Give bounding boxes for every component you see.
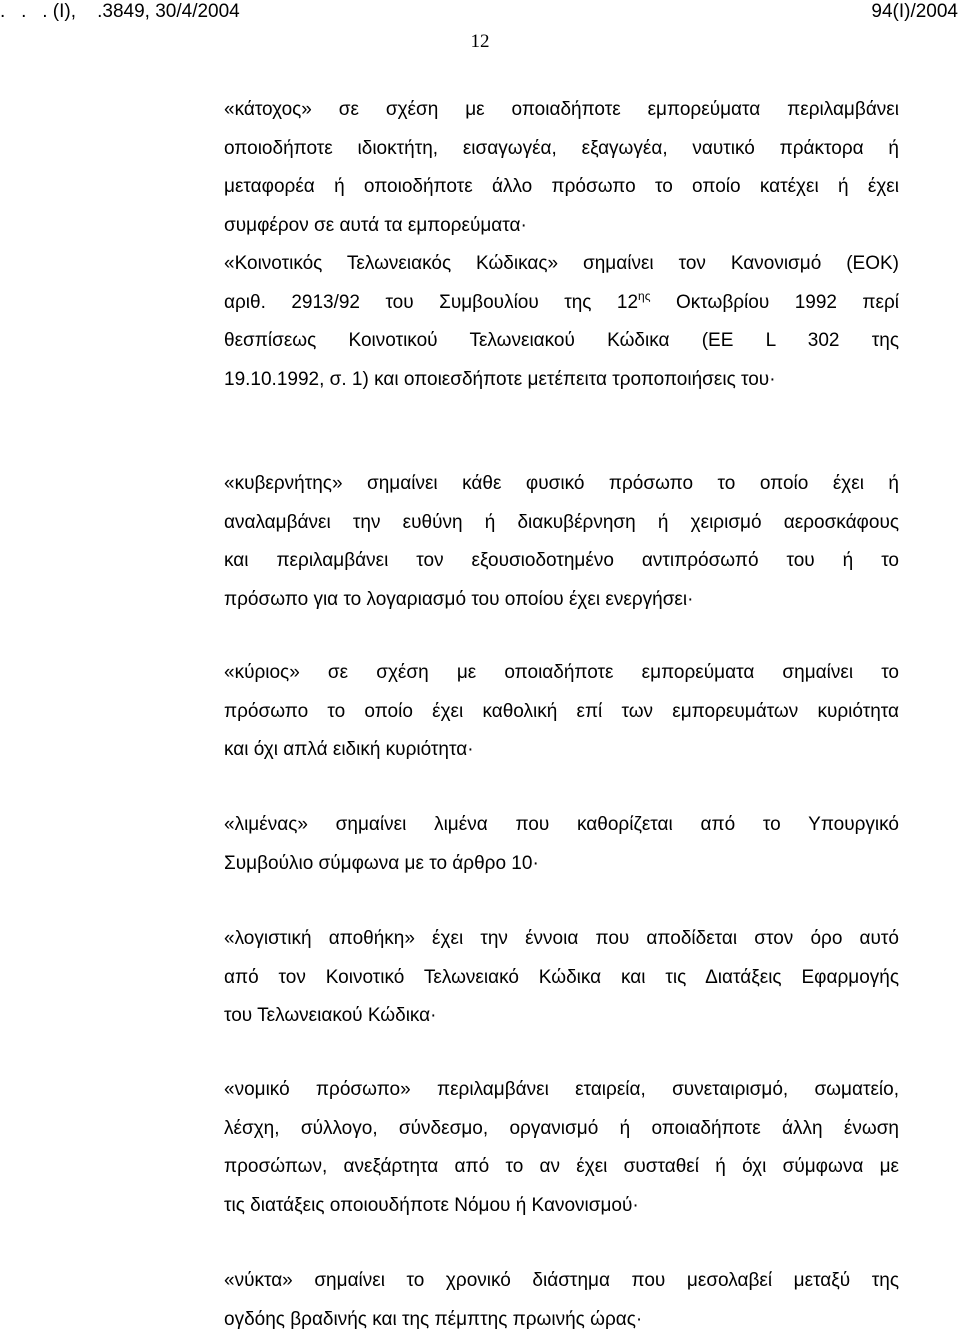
text-line: «νύκτα» σημαίνει το χρονικό διάστημα που μεσολαβεί μεταξύ της [224, 1270, 899, 1291]
text-line: αναλαμβάνει την ευθύνη ή διακυβέρνηση ή χειρισμό αεροσκάφους [224, 511, 899, 533]
text-line: «Κοινοτικός Τελωνειακός Κώδικας» σημαίνει τον Κανονισμό (ΕΟΚ) [224, 253, 899, 274]
definition-limenas [224, 806, 899, 883]
text-line: τις διατάξεις οποιουδήποτε Νόμου ή Κανονισμού· [224, 1195, 639, 1217]
text-line: «λιμένας» σημαίνει λιμένα που καθορίζεται από το Υπουργικό [224, 814, 899, 835]
text-line: «λογιστική αποθήκη» έχει την έννοια που αποδίδεται στον όρο αυτό [224, 928, 899, 949]
text-line: του Τελωνειακού Κώδικα· [224, 1005, 437, 1027]
definition-logistiki-apothiki [224, 920, 899, 1036]
definition-nykta [224, 1262, 899, 1339]
law-number: 94(Ι)/2004 [871, 1, 958, 22]
text-line: λέσχη, σύλλογο, σύνδεσμο, οργανισμό ή οποιαδήποτε άλλη ένωση [224, 1117, 899, 1139]
text-line: «κύριος» σε σχέση με οποιαδήποτε εμπορεύματα σημαίνει το [224, 662, 899, 683]
text-line: οποιοδήποτε ιδιοκτήτη, εισαγωγέα, εξαγωγέα, ναυτικό πράκτορα ή [224, 137, 899, 159]
text-line: πρόσωπο το οποίο έχει καθολική επί των εμπορευμάτων κυριότητα [224, 700, 899, 722]
text-line: «κάτοχος» σε σχέση με οποιαδήποτε εμπορεύματα περιλαμβάνει [224, 99, 899, 120]
text-segment: αριθ. 2913/92 του Συμβουλίου της 12 [224, 291, 639, 313]
definition-kyvernitis [224, 465, 899, 620]
text-segment: Οκτωβρίου 1992 περί [675, 291, 900, 313]
text-line: και περιλαμβάνει τον εξουσιοδοτημένο αντιπρόσωπό του ή το [224, 550, 899, 572]
text-line-with-superscript [224, 284, 899, 323]
definition-customs-code [224, 245, 899, 400]
definition-kyrios [224, 654, 899, 770]
text-line: πρόσωπο για το λογαριασμό του οποίου έχει ενεργήσει· [224, 589, 694, 611]
definition-katochos [224, 91, 899, 246]
text-line: θεσπίσεως Κοινοτικού Τελωνειακού Κώδικα (ΕΕ L 302 της [224, 330, 899, 352]
text-line: προσώπων, ανεξάρτητα από το αν έχει συσταθεί ή όχι σύμφωνα με [224, 1156, 899, 1178]
definition-nomiko-prosopo [224, 1071, 899, 1226]
text-line: και όχι απλά ειδική κυριότητα· [224, 739, 474, 761]
text-line: «νομικό πρόσωπο» περιλαμβάνει εταιρεία, συνεταιρισμό, σωματείο, [224, 1079, 899, 1100]
text-line: Συμβούλιο σύμφωνα με το άρθρο 10· [224, 852, 539, 874]
text-line: ογδόης βραδινής και της πέμπτης πρωινής ώρας· [224, 1308, 643, 1330]
text-line: 19.10.1992, σ. 1) και οποιεσδήποτε μετέπειτα τροποποιήσεις του· [224, 369, 776, 391]
text-line: μεταφορέα ή οποιοδήποτε άλλο πρόσωπο το οποίο κατέχει ή έχει [224, 176, 899, 198]
ordinal-superscript: ης [638, 288, 651, 303]
text-line: από τον Κοινοτικό Τελωνειακό Κώδικα και τις Διατάξεις Εφαρμογής [224, 966, 899, 988]
text-line: συμφέρον σε αυτά τα εμπορεύματα· [224, 215, 527, 237]
text-line: «κυβερνήτης» σημαίνει κάθε φυσικό πρόσωπο το οποίο έχει ή [224, 473, 899, 494]
page-number: 12 [470, 31, 490, 52]
gazette-reference: . . . (Ι), .3849, 30/4/2004 [0, 1, 240, 22]
